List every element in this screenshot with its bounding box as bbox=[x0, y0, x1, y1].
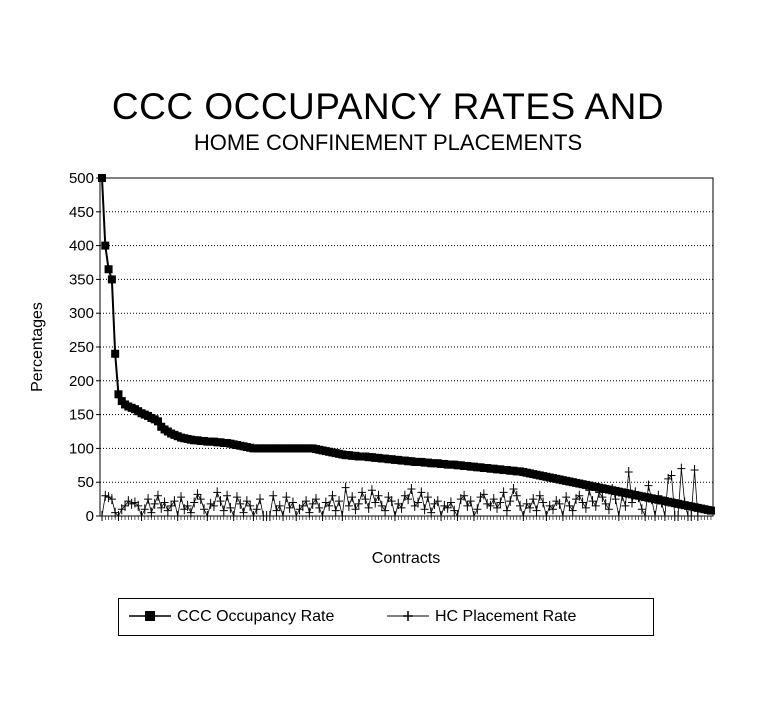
y-tick-label: 350 bbox=[68, 271, 94, 289]
hc-point bbox=[279, 511, 287, 521]
hc-point bbox=[328, 491, 336, 501]
hc-point bbox=[677, 464, 685, 474]
hc-point bbox=[644, 481, 652, 491]
legend bbox=[118, 598, 654, 636]
y-tick-label: 250 bbox=[68, 339, 94, 356]
hc-point bbox=[437, 511, 445, 521]
y-tick-label: 200 bbox=[68, 372, 94, 390]
hc-point bbox=[332, 506, 340, 516]
hc-point bbox=[223, 491, 231, 501]
chart-title: CCC OCCUPANCY RATES AND bbox=[111, 86, 665, 127]
hc-point bbox=[335, 496, 343, 506]
ccc-point bbox=[108, 275, 116, 283]
hc-point bbox=[256, 494, 264, 504]
chart-subtitle: HOME CONFINEMENT PLACEMENTS bbox=[193, 130, 583, 155]
hc-point bbox=[177, 492, 185, 502]
square-marker-icon bbox=[145, 611, 155, 621]
y-tick-label: 300 bbox=[68, 305, 94, 323]
hc-point bbox=[213, 487, 221, 497]
hc-point bbox=[348, 492, 356, 502]
legend-label-ccc: CCC Occupancy Rate bbox=[177, 608, 335, 625]
ccc-point bbox=[105, 265, 113, 273]
hc-point bbox=[174, 511, 182, 521]
ccc-point bbox=[98, 174, 106, 182]
y-tick-labels bbox=[69, 170, 100, 525]
series-ccc-occupancy-rate bbox=[98, 174, 715, 515]
hc-point bbox=[516, 501, 524, 511]
hc-point bbox=[562, 492, 570, 502]
hc-point bbox=[338, 511, 346, 521]
ccc-point bbox=[707, 507, 715, 515]
hc-point bbox=[519, 511, 527, 521]
legend-svg bbox=[119, 599, 655, 637]
hc-point bbox=[368, 485, 376, 495]
hc-point bbox=[98, 511, 106, 521]
legend-label-hc: HC Placement Rate bbox=[435, 608, 577, 625]
ccc-point bbox=[111, 350, 119, 358]
y-tick-label: 0 bbox=[85, 508, 94, 525]
y-tick-label: 50 bbox=[77, 474, 94, 492]
hc-point bbox=[217, 496, 225, 506]
hc-point bbox=[661, 511, 669, 521]
y-tick-label: 150 bbox=[68, 406, 94, 424]
plus-marker-icon bbox=[403, 611, 413, 621]
hc-point bbox=[559, 511, 567, 521]
legend-item-hc-placement-rate bbox=[387, 608, 576, 625]
hc-point bbox=[651, 511, 659, 521]
y-axis-label: Percentages bbox=[29, 302, 46, 392]
hc-point bbox=[625, 467, 633, 477]
y-tick-label: 100 bbox=[68, 440, 94, 458]
y-tick-label: 500 bbox=[68, 170, 94, 187]
hc-point bbox=[500, 487, 508, 497]
hc-point bbox=[269, 491, 277, 501]
hc-point bbox=[615, 511, 623, 521]
hc-point bbox=[342, 483, 350, 493]
hc-point bbox=[542, 511, 550, 521]
hc-point bbox=[407, 484, 415, 494]
hc-point bbox=[691, 465, 699, 475]
y-tick-label: 450 bbox=[68, 203, 94, 221]
x-axis-label: Contracts bbox=[371, 550, 441, 567]
hc-point bbox=[506, 496, 514, 506]
ccc-point bbox=[101, 242, 109, 250]
hc-point bbox=[391, 511, 399, 521]
hc-point bbox=[365, 503, 373, 513]
hc-point bbox=[282, 492, 290, 502]
hc-point bbox=[417, 487, 425, 497]
y-tick-label: 400 bbox=[68, 237, 94, 255]
hc-point bbox=[503, 506, 511, 516]
hc-point bbox=[424, 492, 432, 502]
hc-point bbox=[144, 494, 152, 504]
x-tick-marks bbox=[102, 516, 711, 520]
hc-point bbox=[533, 506, 541, 516]
hc-point bbox=[220, 506, 228, 516]
legend-item-ccc-occupancy-rate bbox=[129, 608, 334, 625]
